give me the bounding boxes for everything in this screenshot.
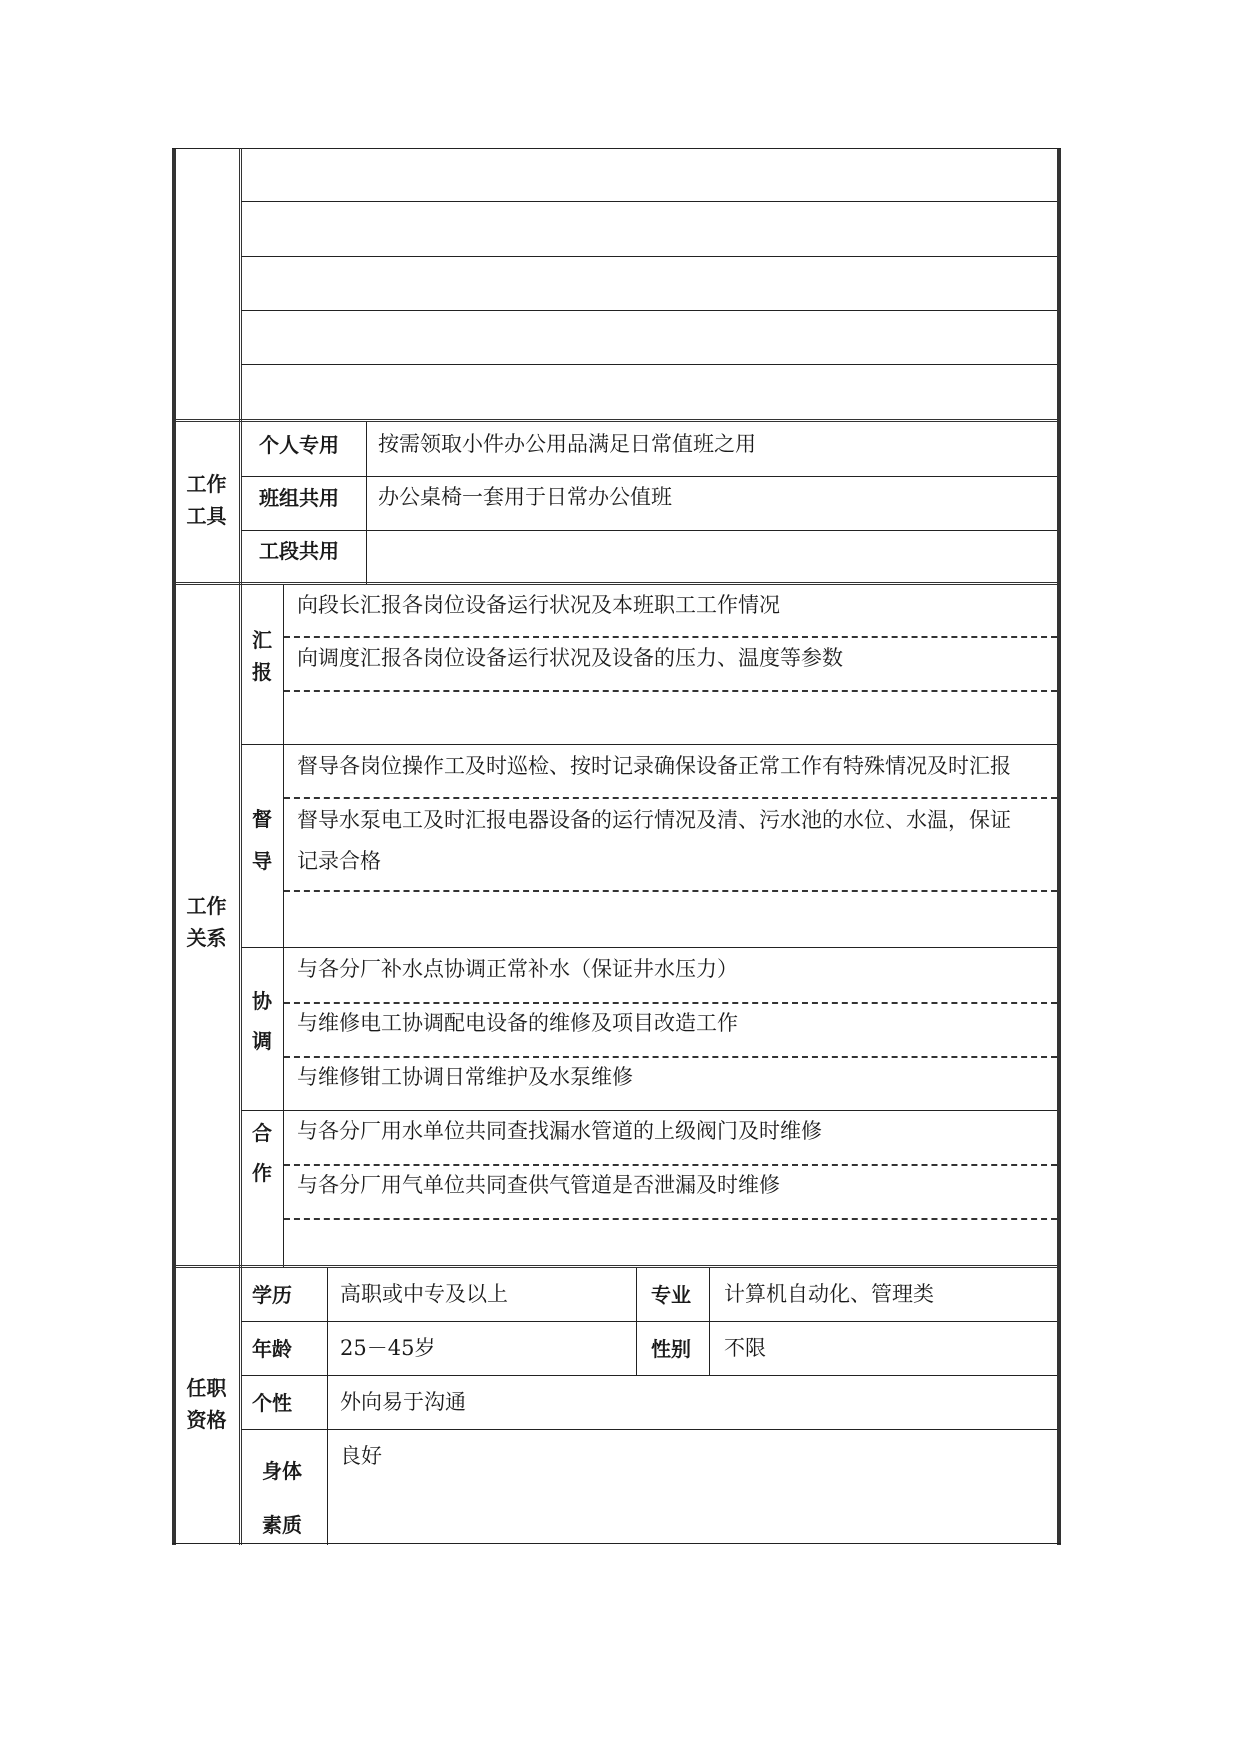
report-item: 向段长汇报各岗位设备运行状况及本班职工工作情况 [297, 593, 780, 617]
health-value: 良好 [340, 1444, 382, 1468]
coordinate-item: 与维修电工协调配电设备的维修及项目改造工作 [297, 1011, 738, 1035]
supervise-item: 督导水泵电工及时汇报电器设备的运行情况及清、污水池的水位、水温，保证 [297, 808, 1011, 832]
tools-team-value: 办公桌椅一套用于日常办公值班 [378, 485, 672, 509]
health-label: 身体 素质 [262, 1459, 302, 1537]
coordinate-item: 与维修钳工协调日常维护及水泵维修 [297, 1065, 633, 1089]
supervise-item: 记录合格 [297, 849, 381, 873]
supervise-item: 督导各岗位操作工及时巡检、按时记录确保设备正常工作有特殊情况及时汇报 [297, 754, 1011, 778]
age-label: 年龄 [252, 1337, 292, 1361]
cooperate-item: 与各分厂用水单位共同查找漏水管道的上级阀门及时维修 [297, 1119, 822, 1143]
personality-value: 外向易于沟通 [340, 1390, 466, 1414]
tools-section-shared-label: 工段共用 [259, 539, 339, 563]
coordinate-label: 协 调 [252, 989, 272, 1053]
empty-row-line [241, 256, 1057, 257]
job-description-table [172, 148, 1061, 1545]
cooperate-item: 与各分厂用气单位共同查供气管道是否泄漏及时维修 [297, 1173, 780, 1197]
empty-row-line [241, 310, 1057, 311]
age-value: 25－45岁 [340, 1336, 436, 1360]
qualifications-section-label: 任职 资格 [186, 1376, 227, 1432]
gender-value: 不限 [724, 1336, 766, 1360]
tools-personal-value: 按需领取小件办公用品满足日常值班之用 [378, 432, 756, 456]
report-label: 汇 报 [252, 628, 272, 684]
relations-section-label: 工作 关系 [186, 894, 227, 950]
report-item: 向调度汇报各岗位设备运行状况及设备的压力、温度等参数 [297, 646, 843, 670]
empty-row-line [241, 364, 1057, 365]
gender-label: 性别 [651, 1337, 691, 1361]
tools-section-label: 工作 工具 [186, 472, 227, 528]
personality-label: 个性 [252, 1391, 292, 1415]
tools-personal-label: 个人专用 [259, 433, 339, 457]
education-value: 高职或中专及以上 [340, 1282, 508, 1306]
cooperate-label: 合 作 [252, 1121, 272, 1185]
major-label: 专业 [651, 1283, 691, 1307]
tools-team-label: 班组共用 [259, 486, 339, 510]
empty-row-line [241, 201, 1057, 202]
supervise-label: 督 导 [252, 807, 272, 873]
coordinate-item: 与各分厂补水点协调正常补水（保证井水压力） [297, 957, 738, 981]
major-value: 计算机自动化、管理类 [724, 1282, 934, 1306]
education-label: 学历 [252, 1283, 292, 1307]
